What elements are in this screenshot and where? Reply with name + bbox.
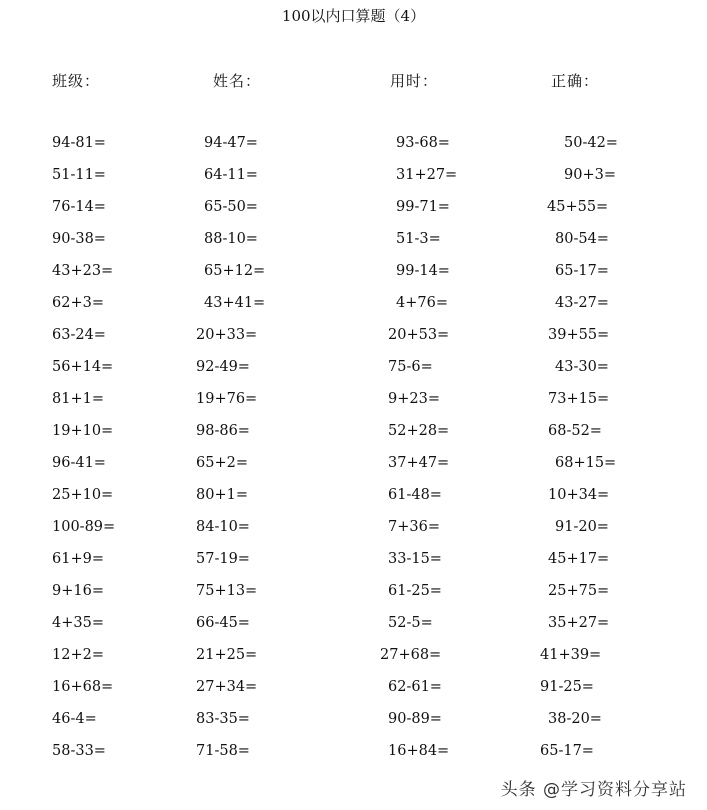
- problem-c2-r14: 57-19=: [196, 551, 250, 567]
- problem-c3-r6: 4+76=: [396, 295, 448, 311]
- problem-c1-r9: 81+1=: [52, 391, 104, 407]
- problem-c1-r19: 46-4=: [52, 711, 97, 727]
- problem-c2-r20: 71-58=: [196, 743, 250, 759]
- problem-c2-r11: 65+2=: [196, 455, 248, 471]
- problem-c2-r6: 43+41=: [204, 295, 266, 311]
- problem-c2-r4: 88-10=: [204, 231, 258, 247]
- problem-c3-r14: 33-15=: [388, 551, 442, 567]
- problem-c2-r18: 27+34=: [196, 679, 258, 695]
- problem-c3-r1: 93-68=: [396, 135, 450, 151]
- problem-c4-r6: 43-27=: [555, 295, 609, 311]
- problem-c1-r18: 16+68=: [52, 679, 114, 695]
- problem-c3-r9: 9+23=: [388, 391, 440, 407]
- problem-c1-r3: 76-14=: [52, 199, 106, 215]
- problem-c1-r15: 9+16=: [52, 583, 104, 599]
- problem-c3-r5: 99-14=: [396, 263, 450, 279]
- problem-c3-r4: 51-3=: [396, 231, 441, 247]
- problem-c4-r15: 25+75=: [548, 583, 610, 599]
- problem-c4-r3: 45+55=: [547, 199, 609, 215]
- problem-c2-r15: 75+13=: [196, 583, 258, 599]
- problem-c1-r12: 25+10=: [52, 487, 114, 503]
- problem-c4-r10: 68-52=: [548, 423, 602, 439]
- problem-c4-r1: 50-42=: [564, 135, 618, 151]
- problem-c2-r2: 64-11=: [204, 167, 258, 183]
- problem-c3-r16: 52-5=: [388, 615, 433, 631]
- problem-c1-r13: 100-89=: [52, 519, 116, 535]
- problem-c4-r16: 35+27=: [548, 615, 610, 631]
- problem-c1-r14: 61+9=: [52, 551, 104, 567]
- problem-c1-r10: 19+10=: [52, 423, 114, 439]
- problem-c2-r12: 80+1=: [196, 487, 248, 503]
- problem-c3-r19: 90-89=: [388, 711, 442, 727]
- problem-c2-r17: 21+25=: [196, 647, 258, 663]
- problem-c2-r13: 84-10=: [196, 519, 250, 535]
- problem-c3-r8: 75-6=: [388, 359, 433, 375]
- problem-c3-r7: 20+53=: [388, 327, 450, 343]
- problem-c3-r20: 16+84=: [388, 743, 450, 759]
- problem-c4-r8: 43-30=: [555, 359, 609, 375]
- problem-c2-r8: 92-49=: [196, 359, 250, 375]
- problem-c2-r16: 66-45=: [196, 615, 250, 631]
- problem-c4-r18: 91-25=: [540, 679, 594, 695]
- problem-c1-r5: 43+23=: [52, 263, 114, 279]
- problem-c4-r11: 68+15=: [555, 455, 617, 471]
- problem-c2-r5: 65+12=: [204, 263, 266, 279]
- problem-c1-r16: 4+35=: [52, 615, 104, 631]
- problem-c1-r2: 51-11=: [52, 167, 106, 183]
- problem-c3-r18: 62-61=: [388, 679, 442, 695]
- problem-c4-r4: 80-54=: [555, 231, 609, 247]
- problem-c2-r10: 98-86=: [196, 423, 250, 439]
- problem-c4-r2: 90+3=: [564, 167, 616, 183]
- problem-c1-r6: 62+3=: [52, 295, 104, 311]
- problem-c2-r9: 19+76=: [196, 391, 258, 407]
- problem-c4-r14: 45+17=: [548, 551, 610, 567]
- problem-c4-r19: 38-20=: [548, 711, 602, 727]
- problem-c4-r7: 39+55=: [548, 327, 610, 343]
- problem-c1-r1: 94-81=: [52, 135, 106, 151]
- correct-label: 正确：: [551, 72, 600, 90]
- problem-c3-r17: 27+68=: [380, 647, 442, 663]
- problem-c1-r20: 58-33=: [52, 743, 106, 759]
- problem-c1-r17: 12+2=: [52, 647, 104, 663]
- problem-c3-r13: 7+36=: [388, 519, 440, 535]
- problem-c2-r1: 94-47=: [204, 135, 258, 151]
- problem-c3-r3: 99-71=: [396, 199, 450, 215]
- problem-c2-r3: 65-50=: [204, 199, 258, 215]
- problem-c4-r13: 91-20=: [555, 519, 609, 535]
- problem-c4-r20: 65-17=: [540, 743, 594, 759]
- problem-c2-r7: 20+33=: [196, 327, 258, 343]
- problem-c1-r7: 63-24=: [52, 327, 106, 343]
- problem-c1-r8: 56+14=: [52, 359, 114, 375]
- problem-c3-r12: 61-48=: [388, 487, 442, 503]
- page-title: 100以内口算题（4）: [281, 7, 426, 25]
- time-label: 用时：: [390, 72, 439, 90]
- problem-c3-r15: 61-25=: [388, 583, 442, 599]
- watermark: 头条 @学习资料分享站: [500, 780, 687, 800]
- problem-c4-r9: 73+15=: [548, 391, 610, 407]
- class-label: 班级：: [52, 72, 101, 90]
- problem-c3-r2: 31+27=: [396, 167, 458, 183]
- problem-c1-r11: 96-41=: [52, 455, 106, 471]
- name-label: 姓名：: [213, 72, 262, 90]
- problem-c1-r4: 90-38=: [52, 231, 106, 247]
- problem-c2-r19: 83-35=: [196, 711, 250, 727]
- problem-c4-r5: 65-17=: [555, 263, 609, 279]
- problem-c3-r10: 52+28=: [388, 423, 450, 439]
- problem-c4-r12: 10+34=: [548, 487, 610, 503]
- problem-c3-r11: 37+47=: [388, 455, 450, 471]
- problem-c4-r17: 41+39=: [540, 647, 602, 663]
